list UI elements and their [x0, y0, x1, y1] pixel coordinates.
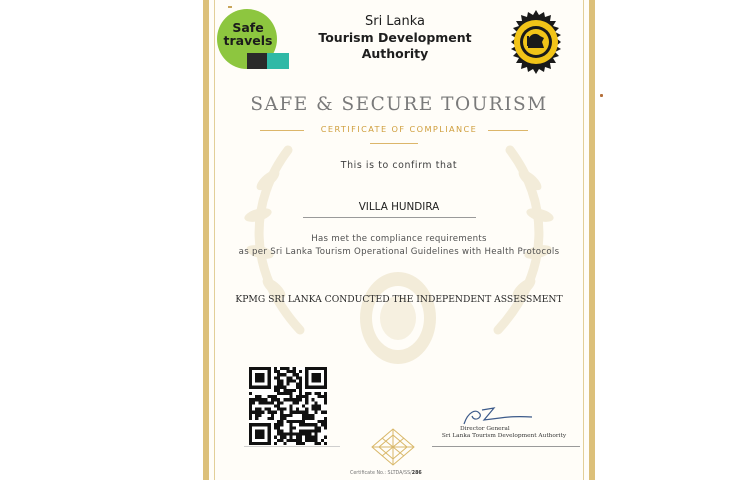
signatory-org: Sri Lanka Tourism Development Authority — [441, 433, 567, 439]
subtitle-rule-bottom — [370, 143, 418, 144]
assessment-statement: KPMG SRI LANKA CONDUCTED THE INDEPENDENT ASSESSMENT — [235, 294, 563, 305]
safe-travels-logo — [217, 9, 289, 71]
authority-line1: Sri Lanka — [364, 14, 426, 29]
safe-travels-line1: Safe — [232, 20, 264, 35]
border-mark — [228, 6, 232, 8]
recipient-underline — [303, 217, 476, 218]
authority-heading — [290, 14, 500, 62]
diamond-emblem-icon — [370, 428, 416, 466]
margin-mark — [600, 94, 603, 97]
wttc-stamp-icon — [247, 53, 267, 69]
confirm-text: This is to confirm that — [340, 160, 458, 171]
sri-lanka-lion-seal-icon — [504, 10, 568, 74]
signature-underline — [432, 446, 580, 447]
safe-travels-text — [223, 21, 273, 47]
signature-icon — [458, 402, 538, 428]
compliance-line1: Has met the compliance requirements — [311, 234, 487, 244]
authority-line2: Tourism Development Authority — [318, 30, 472, 61]
certificate-subtitle: CERTIFICATE OF COMPLIANCE — [320, 124, 478, 134]
signatory-title: Director General — [460, 426, 510, 432]
partner-stamp-icon — [267, 53, 289, 69]
certificate-title: SAFE & SECURE TOURISM — [250, 94, 548, 115]
certificate-number-label: Certificate No.: SLTDA/SS/ — [350, 471, 412, 476]
qr-code-icon[interactable] — [247, 367, 329, 445]
recipient-name: VILLA HUNDIRA — [358, 201, 440, 213]
safe-travels-line2: travels — [223, 33, 273, 48]
qr-underline — [244, 446, 340, 447]
certificate-number-value: 286 — [411, 471, 422, 476]
compliance-line2: as per Sri Lanka Tourism Operational Guidelines with Health Protocols — [238, 247, 560, 257]
compliance-statement — [214, 233, 584, 259]
certificate-number — [350, 471, 470, 476]
